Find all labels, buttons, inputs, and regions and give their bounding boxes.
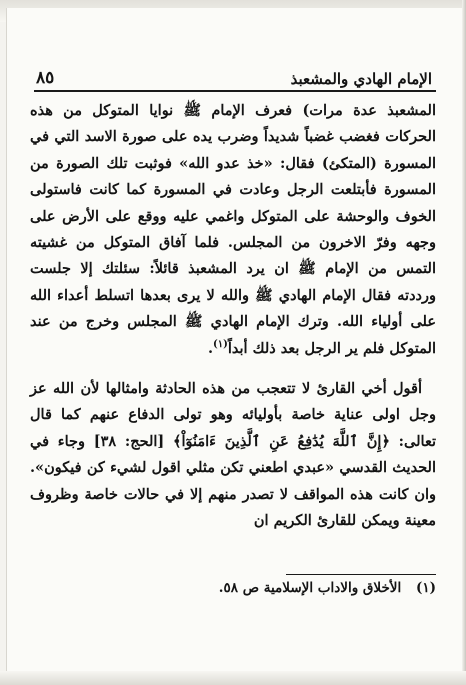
page-number: ٨٥ <box>36 68 55 88</box>
paragraph-2: أقول أخي القارئ لا تتعجب من هذه الحادثة وامثالها لأن الله عز وجل اولى عناية خاصة بأوليائه وهو تولى الدفاع عنهم كما قال تعالى: ﴿إِنَّ ٱللَّهَ يُدَٰفِعُ عَنِ ٱلَّذِينَ ءَامَنُوٓاْ﴾ [الحج: ٣٨] وجاء في الحديث القدسي «عبدي اطعني تكن مثلي اقول لشيء كن فيكون». وان كانت هذه المواقف لا تصدر منهم إلا في حالات خاصة وظروف معينة ويمكن للقارئ الكريم ان <box>30 380 436 530</box>
paragraph-1-text: المشعبذ عدة مرات) فعرف الإمام ﷺ نوايا المتوكل من هذه الحركات فغضب غضباً شديداً وضرب يده على صورة الاسد التي في المسورة (المتكئ) فقال: «خذ عدو الله» فوثبت تلك الصورة من المسورة فأبتلعت الرجل وعادت في المسورة كما كانت فاستولى الخوف والوحشة على المتوكل واغمي عليه ووقع على الأرض على وجهه وفرّ الاخرون من المجلس. فلما آفاق المتوكل من غشيته التمس من الإمام ﷺ ان يرد المشعبذ قائلاً: سئلتك إلا جلست ورددته فقال الإمام الهادي ﷺ والله لا يرى بعدها اتسلط أعداء الله على أولياء الله. وترك الإمام الهادي ﷺ المجلس وخرج من عند المتوكل فلم ير الرجل بعد ذلك أبداً <box>30 102 436 357</box>
paragraph-1: المشعبذ عدة مرات) فعرف الإمام ﷺ نوايا المتوكل من هذه الحركات فغضب غضباً شديداً وضرب يده على صورة الاسد التي في المسورة (المتكئ) فقال: «خذ عدو الله» فوثبت تلك الصورة من المسورة فأبتلعت الرجل وعادت في المسورة كما كانت فاستولى الخوف والوحشة على المتوكل واغمي عليه ووقع على الأرض على وجهه وفرّ الاخرون من المجلس. فلما آفاق المتوكل من غشيته التمس من الإمام ﷺ ان يرد المشعبذ قائلاً: سئلتك إلا جلست ورددته فقال الإمام الهادي ﷺ والله لا يرى بعدها اتسلط أعداء الله على أولياء الله. وترك الإمام الهادي ﷺ المجلس وخرج من عند المتوكل فلم ير الرجل بعد ذلك أبداً$^{(١)}$. <box>30 102 436 357</box>
footnote-reference: (١) <box>213 338 228 350</box>
footnote-number: (١) <box>415 580 436 596</box>
page-edge-shadow <box>462 0 466 685</box>
page-header <box>36 64 432 88</box>
footnote-text: الأخلاق والاداب الإسلامية ص ٥٨. <box>218 580 402 596</box>
footnote-rule <box>286 574 436 575</box>
header-rule <box>34 90 436 92</box>
running-title: الإمام الهادي والمشعبذ <box>290 70 432 88</box>
scan-edge-bottom <box>0 671 466 685</box>
footnote <box>30 580 436 596</box>
body-text <box>30 98 436 535</box>
